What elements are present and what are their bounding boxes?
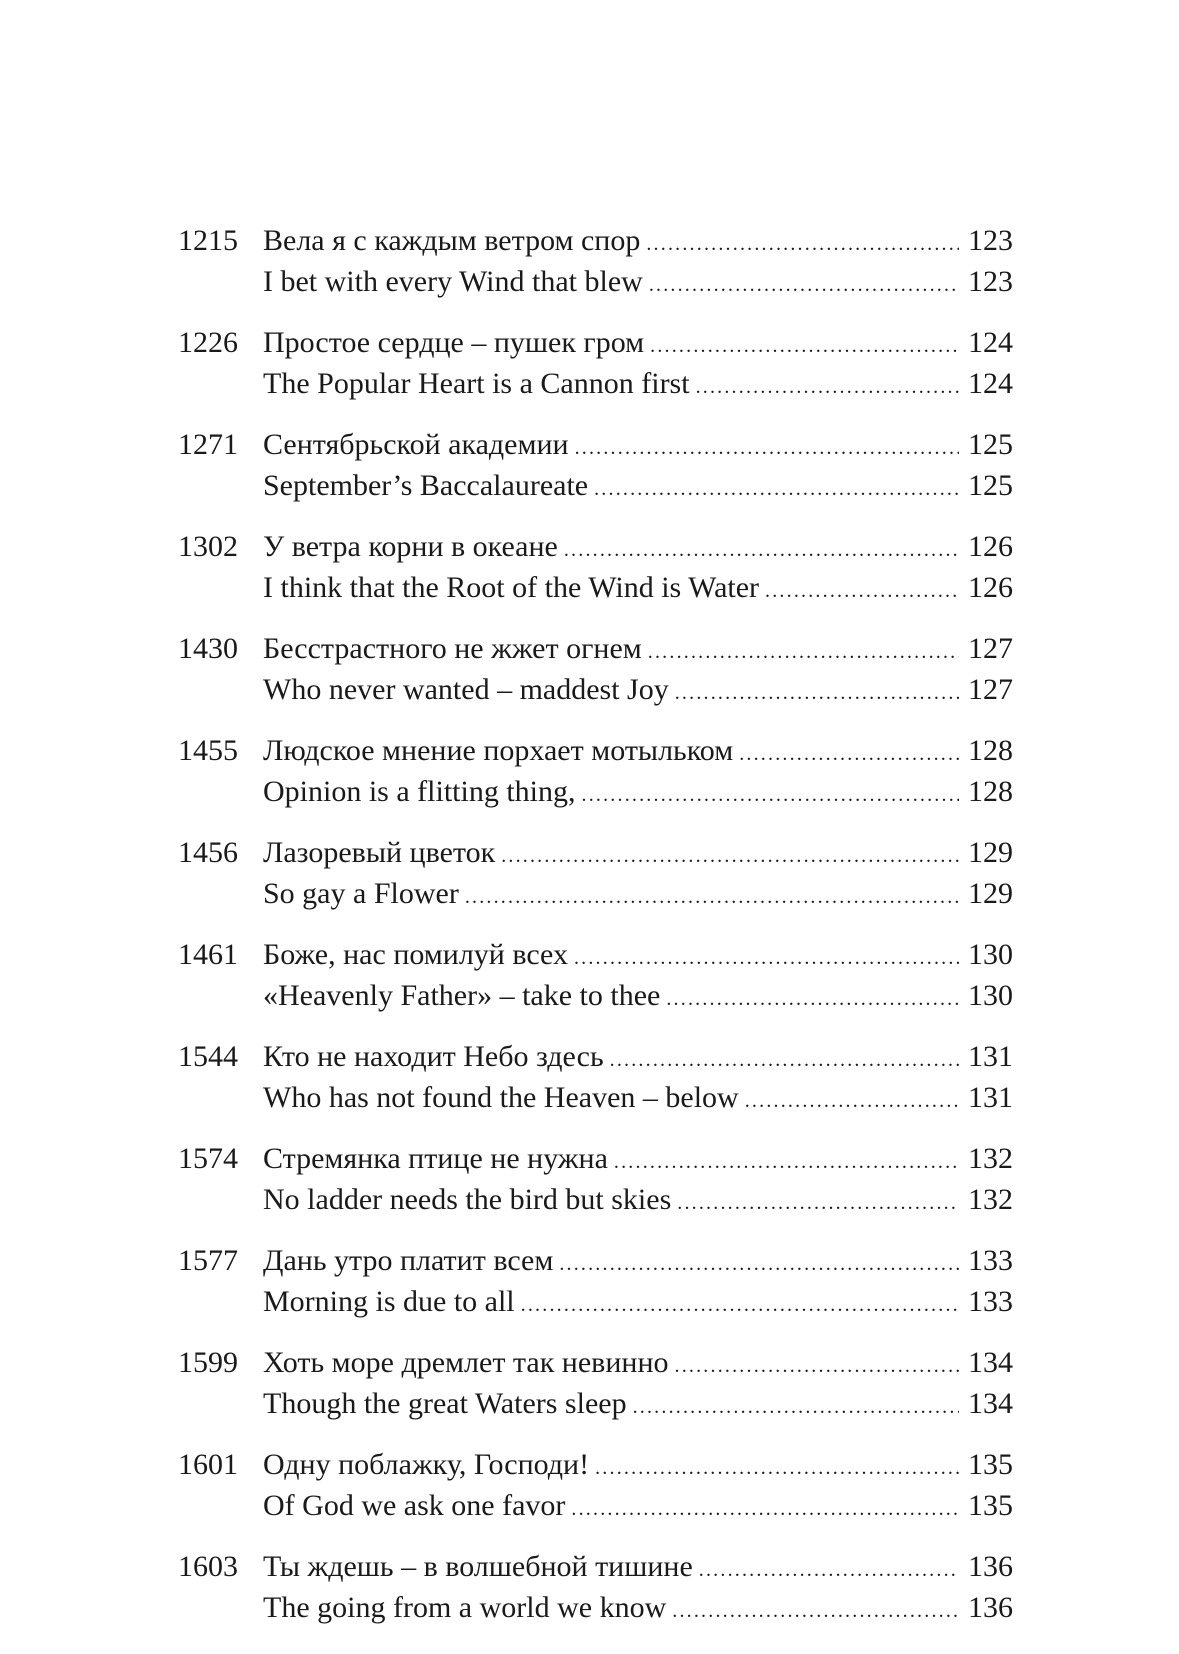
poem-number: 1455 (178, 734, 238, 767)
page-number: 126 (968, 530, 1013, 563)
english-title-line (263, 365, 1013, 406)
poem-number: 1601 (178, 1448, 238, 1481)
table-of-contents (178, 222, 1013, 1650)
english-title: Though the great Waters sleep (263, 1387, 627, 1420)
page-number: 129 (968, 877, 1013, 910)
english-title-line (263, 1487, 1013, 1528)
dot-leader (677, 1185, 959, 1222)
dot-leader (564, 532, 959, 569)
english-title: No ladder needs the bird but skies (263, 1183, 672, 1216)
english-title: I think that the Root of the Wind is Water (263, 571, 760, 604)
dot-leader (765, 573, 959, 610)
english-title: So gay a Flower (263, 877, 459, 910)
english-title-line (263, 1079, 1013, 1120)
page-number: 133 (968, 1244, 1013, 1277)
entry-lines (263, 1140, 1013, 1222)
poem-number: 1544 (178, 1040, 238, 1073)
russian-title-line (263, 426, 1013, 467)
russian-title-line (263, 630, 1013, 671)
russian-title-line (263, 324, 1013, 365)
entry-lines (263, 936, 1013, 1018)
english-title-line (263, 467, 1013, 508)
dot-leader (745, 1083, 959, 1120)
russian-title: Сентябрьской академии (263, 428, 569, 461)
english-title: The going from a world we know (263, 1591, 667, 1624)
dot-leader (649, 267, 959, 304)
english-title: The Popular Heart is a Cannon first (263, 367, 690, 400)
english-title-line (263, 1589, 1013, 1630)
page-number: 131 (968, 1040, 1013, 1073)
english-title: Of God we ask one favor (263, 1489, 566, 1522)
toc-entry (178, 1140, 1013, 1222)
dot-leader (666, 981, 959, 1018)
page-number: 128 (968, 775, 1013, 808)
page-number: 134 (968, 1387, 1013, 1420)
dot-leader (675, 675, 959, 712)
english-title-line (263, 773, 1013, 814)
english-title-line (263, 263, 1013, 304)
entry-lines (263, 222, 1013, 304)
russian-title: Простое сердце – пушек гром (263, 326, 645, 359)
dot-leader (633, 1389, 959, 1426)
toc-entry (178, 1038, 1013, 1120)
russian-title-line (263, 1140, 1013, 1181)
dot-leader (501, 838, 959, 875)
dot-leader (648, 634, 959, 671)
russian-title: Людское мнение порхает мотыльком (263, 734, 734, 767)
page-number: 129 (968, 836, 1013, 869)
poem-number: 1271 (178, 428, 238, 461)
entry-lines (263, 630, 1013, 712)
toc-entry (178, 528, 1013, 610)
russian-title-line (263, 1038, 1013, 1079)
poem-number: 1599 (178, 1346, 238, 1379)
toc-entry (178, 1446, 1013, 1528)
toc-entry (178, 1548, 1013, 1630)
toc-entry (178, 936, 1013, 1018)
dot-leader (521, 1287, 959, 1324)
dot-leader (571, 1491, 959, 1528)
dot-leader (646, 226, 959, 263)
dot-leader (594, 471, 959, 508)
page-number: 133 (968, 1285, 1013, 1318)
english-title-line (263, 569, 1013, 610)
dot-leader (575, 430, 959, 467)
page-number: 127 (968, 673, 1013, 706)
dot-leader (672, 1593, 959, 1630)
page-number: 130 (968, 979, 1013, 1012)
russian-title-line (263, 1344, 1013, 1385)
page-number: 124 (968, 367, 1013, 400)
english-title: September’s Baccalaureate (263, 469, 589, 502)
toc-entry (178, 732, 1013, 814)
page-number: 123 (968, 265, 1013, 298)
dot-leader (610, 1042, 959, 1079)
toc-entry (178, 324, 1013, 406)
page-number: 123 (968, 224, 1013, 257)
english-title-line (263, 671, 1013, 712)
toc-entry (178, 1344, 1013, 1426)
dot-leader (699, 1552, 959, 1589)
page-number: 125 (968, 469, 1013, 502)
russian-title-line (263, 936, 1013, 977)
page-number: 128 (968, 734, 1013, 767)
toc-entry (178, 1242, 1013, 1324)
entry-lines (263, 1038, 1013, 1120)
russian-title-line (263, 1242, 1013, 1283)
dot-leader (595, 1450, 959, 1487)
poem-number: 1461 (178, 938, 238, 971)
russian-title: Ты ждешь – в волшебной тишине (263, 1550, 693, 1583)
dot-leader (574, 940, 959, 977)
russian-title-line (263, 834, 1013, 875)
dot-leader (614, 1144, 959, 1181)
english-title-line (263, 977, 1013, 1018)
entry-lines (263, 1344, 1013, 1426)
page-number: 132 (968, 1183, 1013, 1216)
dot-leader (582, 777, 960, 814)
russian-title: Бесстрастного не жжет огнем (263, 632, 642, 665)
dot-leader (650, 328, 959, 365)
russian-title: Хоть море дремлет так невинно (263, 1346, 669, 1379)
poem-number: 1574 (178, 1142, 238, 1175)
russian-title: Одну поблажку, Господи! (263, 1448, 590, 1481)
russian-title: Дань утро платит всем (263, 1244, 554, 1277)
dot-leader (465, 879, 959, 916)
entry-lines (263, 324, 1013, 406)
russian-title-line (263, 1446, 1013, 1487)
toc-entry (178, 834, 1013, 916)
english-title-line (263, 1283, 1013, 1324)
dot-leader (675, 1348, 960, 1385)
entry-lines (263, 732, 1013, 814)
russian-title: У ветра корни в океане (263, 530, 558, 563)
poem-number: 1603 (178, 1550, 238, 1583)
toc-entry (178, 222, 1013, 304)
english-title-line (263, 1385, 1013, 1426)
poem-number: 1430 (178, 632, 238, 665)
english-title: «Heavenly Father» – take to thee (263, 979, 661, 1012)
russian-title: Лазоревый цветок (263, 836, 496, 869)
dot-leader (559, 1246, 959, 1283)
poem-number: 1226 (178, 326, 238, 359)
page-number: 132 (968, 1142, 1013, 1175)
page-number: 135 (968, 1489, 1013, 1522)
toc-entry (178, 630, 1013, 712)
entry-lines (263, 1446, 1013, 1528)
russian-title: Боже, нас помилуй всех (263, 938, 568, 971)
poem-number: 1215 (178, 224, 238, 257)
entry-lines (263, 1242, 1013, 1324)
english-title: I bet with every Wind that blew (263, 265, 643, 298)
entry-lines (263, 426, 1013, 508)
dot-leader (696, 369, 959, 406)
entry-lines (263, 528, 1013, 610)
page-number: 125 (968, 428, 1013, 461)
dot-leader (739, 736, 959, 773)
english-title: Who never wanted – maddest Joy (263, 673, 669, 706)
russian-title-line (263, 528, 1013, 569)
english-title: Morning is due to all (263, 1285, 515, 1318)
page-number: 136 (968, 1550, 1013, 1583)
page-number: 134 (968, 1346, 1013, 1379)
poem-number: 1577 (178, 1244, 238, 1277)
russian-title-line (263, 732, 1013, 773)
poem-number: 1302 (178, 530, 238, 563)
toc-entry (178, 426, 1013, 508)
page-number: 130 (968, 938, 1013, 971)
page-number: 131 (968, 1081, 1013, 1114)
english-title-line (263, 1181, 1013, 1222)
entry-lines (263, 1548, 1013, 1630)
page-number: 126 (968, 571, 1013, 604)
poem-number: 1456 (178, 836, 238, 869)
entry-lines (263, 834, 1013, 916)
russian-title-line (263, 222, 1013, 263)
page-number: 124 (968, 326, 1013, 359)
russian-title: Вела я с каждым ветром спор (263, 224, 641, 257)
page-number: 127 (968, 632, 1013, 665)
russian-title-line (263, 1548, 1013, 1589)
page-number: 136 (968, 1591, 1013, 1624)
page-number: 135 (968, 1448, 1013, 1481)
english-title-line (263, 875, 1013, 916)
english-title: Opinion is a flitting thing, (263, 775, 576, 808)
russian-title: Кто не находит Небо здесь (263, 1040, 604, 1073)
english-title: Who has not found the Heaven – below (263, 1081, 739, 1114)
russian-title: Стремянка птице не нужна (263, 1142, 608, 1175)
